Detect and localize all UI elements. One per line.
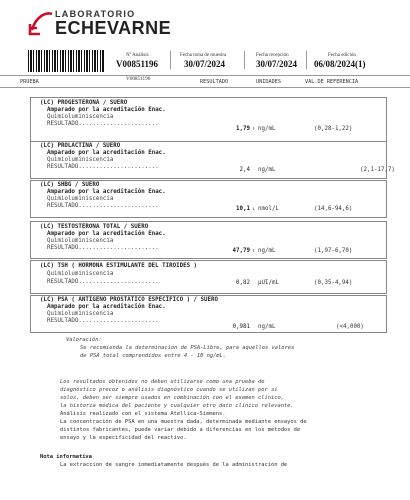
disclaimer-line: Análisis realizado con el sistema Atellica-Siemens. (60, 411, 226, 417)
col-result: RESULTADO (200, 79, 229, 85)
valoracion-line: de PSA total comprendidos entre 4 - 10 ng/mL. (80, 353, 227, 359)
col-units: UNIDADES (256, 79, 281, 85)
sample-date-label: Fecha toma de muestra (180, 53, 227, 58)
test-method: Quimioluminiscencia (47, 238, 114, 244)
brand-main-text: ECHEVARNE (55, 18, 172, 38)
test-accreditation: Amparado por la acreditación Enac. (47, 189, 166, 195)
result-unit: nmol/L (258, 206, 279, 212)
lab-logo (28, 8, 218, 40)
result-value: 0,981 (232, 324, 250, 330)
disclaimer-line: la historia médica del paciente y cualquier otro dato clínico relevante. (60, 403, 294, 409)
result-unit: ng/mL (258, 248, 276, 254)
test-accreditation: Amparado por la acreditación Enac. (47, 107, 166, 113)
result-unit: µUI/mL (258, 280, 279, 286)
test-method: Quimioluminiscencia (47, 311, 114, 317)
valoracion-title: Valoración: (66, 337, 102, 343)
test-accreditation: Amparado por la acreditación Enac. (47, 150, 166, 156)
result-label: RESULTADO....................... (47, 245, 159, 251)
result-unit: ng/mL (258, 167, 276, 173)
analysis-label: Nº Análisis (126, 53, 149, 58)
lab-logo-icon (28, 10, 54, 36)
result-ref: (14,6-94,6) (314, 206, 353, 212)
barcode (28, 50, 104, 72)
test-method: Quimioluminiscencia (47, 196, 114, 202)
valoracion-line: Se recomienda la determinación de PSA-Libre, para aquellos valores (80, 345, 295, 351)
test-name: (LC) SHBG / SUERO (40, 182, 100, 188)
sample-date-value: 30/07/2024 (184, 59, 226, 69)
nota-line: La extracción de sangre inmediatamente después de la administración de (60, 462, 288, 468)
reception-date-label: Fecha recepción (256, 53, 289, 58)
test-name: (LC) PSA ( ANTÍGENO PROSTÁTICO ESPECÍFICO ) / SUERO (40, 297, 218, 303)
disclaimer-line: solos, deben ser siempre usados en combinación con el examen clínico, (60, 395, 284, 401)
result-label: RESULTADO....................... (47, 121, 159, 127)
disclaimer-line: Los resultados obtenidos no deben utilizarse como una prueba de (60, 379, 265, 385)
result-value: 47,79 (232, 248, 250, 254)
result-label: RESULTADO....................... (47, 279, 159, 285)
col-test: PRUEBA (20, 79, 39, 85)
edition-date-label: Fecha edición (328, 53, 356, 58)
test-method: Quimioluminiscencia (47, 271, 114, 277)
reception-date-value: 30/07/2024 (256, 59, 298, 69)
result-value: 10,1 (236, 206, 250, 212)
result-ref: (0,28-1,22) (314, 126, 353, 132)
low-flag-icon: ↓ (252, 206, 256, 212)
test-name: (LC) TSH ( HORMONA ESTIMULANTE DEL TIROIDES ) (40, 263, 198, 269)
test-name: (LC) PROLACTINA / SUERO (40, 143, 121, 149)
col-ref: VAL.DE REFERENCIA (305, 79, 359, 85)
result-unit: ng/mL (258, 324, 276, 330)
header-divider (306, 51, 307, 69)
test-accreditation: Amparado por la acreditación Enac. (47, 231, 166, 237)
test-method: Quimioluminiscencia (47, 114, 114, 120)
result-label: RESULTADO....................... (47, 203, 159, 209)
high-flag-icon: ↑ (252, 248, 256, 254)
sample-id: V00851196 (126, 76, 151, 82)
test-name: (LC) PROGESTERONA / SUERO (40, 100, 128, 106)
result-ref: (<4,000) (336, 324, 364, 330)
result-ref: (1,97-6,70) (314, 248, 353, 254)
column-header (0, 75, 410, 88)
result-ref: (0,35-4,94) (314, 280, 353, 286)
brand-top-text: LABORATORIO (55, 9, 136, 19)
result-label: RESULTADO....................... (47, 164, 159, 170)
result-value: 2,4 (239, 167, 250, 173)
result-value: 1,79 (236, 126, 250, 132)
test-method: Quimioluminiscencia (47, 157, 114, 163)
nota-title: Nota informativa (40, 454, 92, 460)
high-flag-icon: ↑ (252, 126, 256, 132)
test-name: (LC) TESTOSTERONA TOTAL / SUERO (40, 224, 149, 230)
disclaimer-line: La concentración de PSA en una muestra dada, determinada mediante ensayos de (60, 419, 307, 425)
disclaimer-line: diagnóstico precoz o análisis diagnóstico cuando se utilizan por si (60, 387, 278, 393)
header-divider (170, 51, 171, 69)
disclaimer-line: ensayo y la especificidad del reactivo. (60, 435, 187, 441)
result-label: RESULTADO....................... (47, 318, 159, 324)
result-ref: (2,1-17,7) (360, 167, 395, 173)
edition-date-value: 06/08/2024(1) (314, 59, 366, 69)
analysis-value: V00851196 (116, 59, 159, 69)
result-unit: ng/mL (258, 126, 276, 132)
test-accreditation: Amparado por la acreditación Enac. (47, 304, 166, 310)
result-value: 0,82 (236, 280, 250, 286)
disclaimer-line: distintos fabricantes, puede variar debido a diferencias en los métodos de (60, 427, 301, 433)
header-divider (244, 51, 245, 69)
